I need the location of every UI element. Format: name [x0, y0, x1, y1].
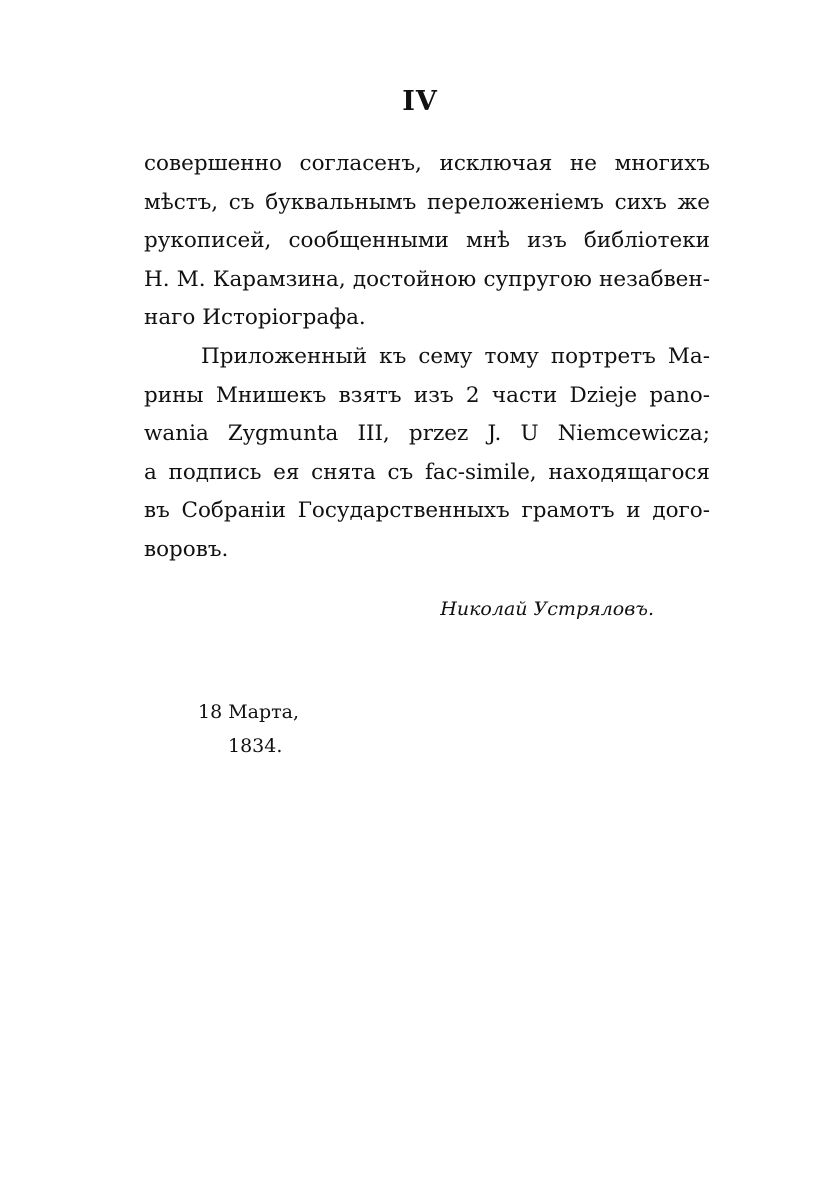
text-line: мѣстъ, съ буквальнымъ переложенiемъ сихъ же [144, 189, 710, 215]
text-line: наго Исторiографа. [144, 305, 366, 330]
text-line: воровъ. [144, 536, 229, 562]
text-line: Н. М. Карамзина, достойною супругою незабвен- [144, 266, 710, 292]
date-day-month: 18 Марта, [198, 701, 300, 723]
text-line: въ Собранiи Государственныхъ грамотъ и дого- [144, 498, 710, 523]
page-number: IV [402, 86, 438, 117]
text-line: а подпись ея снята съ fac-simile, находящагося [144, 459, 710, 485]
date-year: 1834. [228, 735, 283, 757]
paragraph-1 [144, 145, 710, 338]
text-line: рукописей, сообщенными мнѣ изъ библiотеки [144, 228, 710, 253]
paragraph-2 [144, 338, 710, 569]
text-line: рины Мнишекъ взятъ изъ 2 части Dzieje pano- [144, 382, 710, 408]
author-signature: Николай Устряловъ. [440, 598, 654, 620]
date-block [198, 695, 299, 763]
text-line: Приложенный къ сему тому портретъ Ма- [201, 344, 710, 369]
text-line: wania Zygmunta III, przez J. U Niemcewicza; [144, 421, 710, 446]
text-line: совершенно согласенъ, исключая не многихъ [144, 151, 710, 176]
